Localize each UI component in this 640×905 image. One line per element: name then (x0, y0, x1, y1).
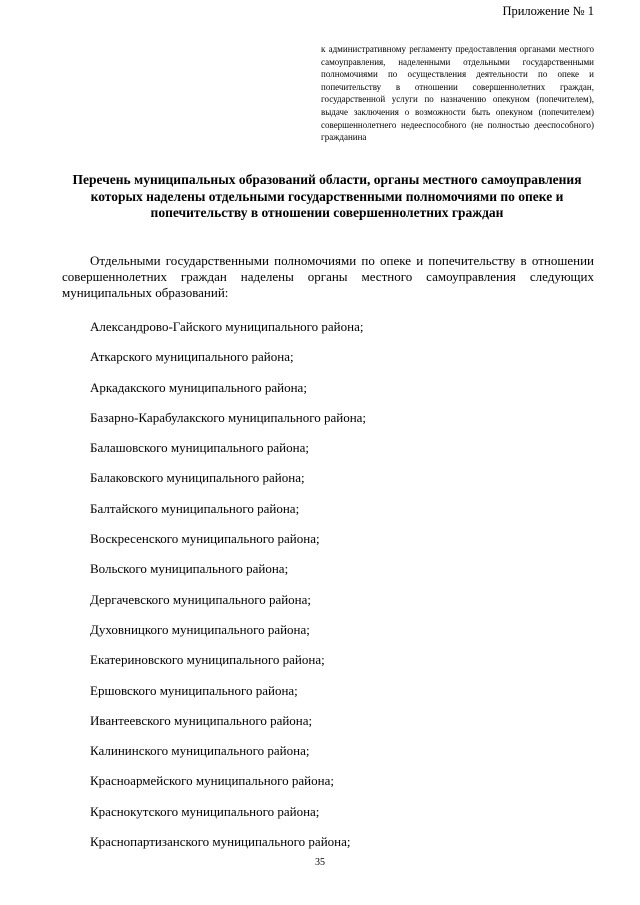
list-item: Аркадакского муниципального района; (90, 379, 307, 395)
appendix-label: Приложение № 1 (502, 4, 594, 18)
district-list (90, 319, 366, 864)
list-item: Ершовского муниципального района; (90, 682, 298, 698)
appendix-reference-text: к административному регламенту предоставления органами местного самоуправления, наделенными отдельными государственными полномочиями по осуществления деятельности по опеке и попечительству в отношении совершеннолетних граждан, государственной услуги по назначению опекуном (попечителем), выдаче заключения о возможности быть опекуном (попечителем) совершеннолетнего недееспособного (не полностью дееспособного) гражданина (321, 44, 594, 143)
list-item: Ивантеевского муниципального района; (90, 712, 313, 728)
list-item: Балаковского муниципального района; (90, 470, 305, 486)
list-item: Вольского муниципального района; (90, 561, 289, 577)
list-item: Калининского муниципального района; (90, 743, 310, 759)
list-item: Балашовского муниципального района; (90, 440, 309, 456)
list-item: Красноармейского муниципального района; (90, 773, 334, 789)
list-item: Аткарского муниципального района; (90, 349, 294, 365)
list-item: Дергачевского муниципального района; (90, 591, 312, 607)
list-item: Балтайского муниципального района; (90, 500, 300, 516)
list-item: Краснопартизанского муниципального района; (90, 834, 351, 850)
document-title: Перечень муниципальных образований области, органы местного самоуправления которых наделены отдельными государственными полномочиями по опеке и попечительству в отношении совершеннолетних граждан (72, 172, 582, 220)
list-item: Базарно-Карабулакского муниципального района; (90, 409, 367, 425)
list-item: Духовницкого муниципального района; (90, 621, 310, 637)
page-number: 35 (315, 857, 325, 868)
intro-paragraph: Отдельными государственными полномочиями по опеке и попечительству в отношении совершеннолетних граждан наделены органы местного самоуправления следующих муниципальных образований: (62, 253, 594, 300)
list-item: Александрово-Гайского муниципального района; (90, 319, 364, 334)
list-item: Краснокутского муниципального района; (90, 803, 320, 819)
list-item: Воскресенского муниципального района; (90, 531, 320, 547)
list-item: Екатериновского муниципального района; (90, 652, 325, 668)
